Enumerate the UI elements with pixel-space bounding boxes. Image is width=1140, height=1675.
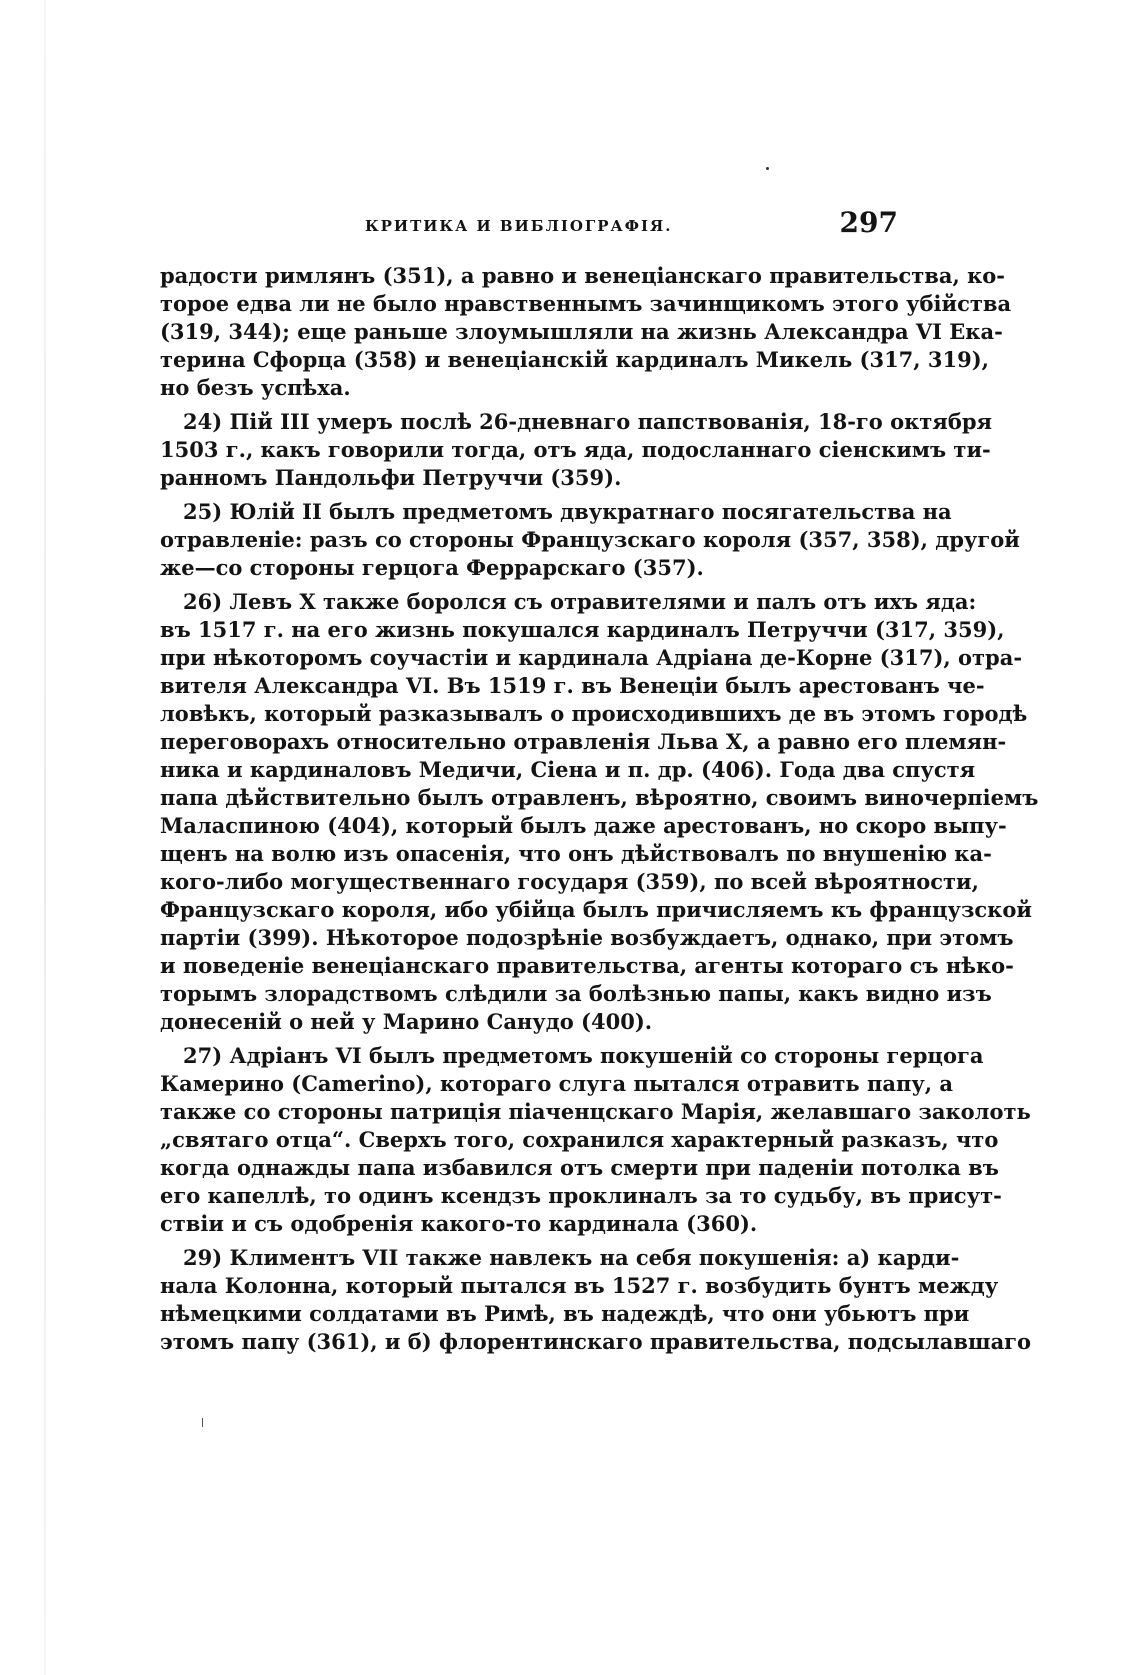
- text-line: нѣмецкими солдатами въ Римѣ, въ надеждѣ, что они убьютъ при: [160, 1301, 970, 1326]
- text-line: Маласпиною (404), который былъ даже арестованъ, но скоро выпу-: [160, 813, 1007, 838]
- text-line: но безъ успѣха.: [160, 375, 351, 400]
- text-line: отравленіе: разъ со стороны Французскаго короля (357, 358), другой: [160, 527, 1020, 552]
- text-line: и поведеніе венеціанскаго правительства, агенты котораго съ нѣко-: [160, 953, 1014, 978]
- text-line: Французскаго короля, ибо убійца былъ причисляемъ къ французской: [160, 897, 1032, 922]
- paragraph: [160, 588, 1039, 1036]
- text-line: партіи (399). Нѣкоторое подозрѣніе возбуждаетъ, однако, при этомъ: [160, 925, 1014, 950]
- text-line: когда однажды папа избавился отъ смерти при паденіи потолка въ: [160, 1155, 999, 1180]
- text-line: при нѣкоторомъ соучастіи и кардинала Адріана де-Корне (317), отра-: [160, 645, 1023, 670]
- text-line: нала Колонна, который пытался въ 1527 г. возбудить бунтъ между: [160, 1273, 999, 1298]
- scan-edge-shadow: [44, 0, 46, 1675]
- paragraph: [160, 1042, 1031, 1238]
- text-line: щенъ на волю изъ опасенія, что онъ дѣйствовалъ по внушенію ка-: [160, 841, 992, 866]
- paragraph: [160, 262, 1012, 402]
- text-line: также со стороны патриція піаченцскаго Марія, желавшаго заколоть: [160, 1099, 1031, 1124]
- text-line: торое едва ли не было нравственнымъ зачинщикомъ этого убійства: [160, 291, 1012, 316]
- text-line: ствіи и съ одобренія какого-то кардинала (360).: [160, 1211, 758, 1236]
- text-line: его капеллѣ, то одинъ ксендзъ проклиналъ за то судьбу, въ присут-: [160, 1183, 1002, 1208]
- text-line: терина Сфорца (358) и венеціанскій кардиналъ Микель (317, 319),: [160, 347, 989, 372]
- text-line: кого-либо могущественнаго государя (359), по всей вѣроятности,: [160, 869, 979, 894]
- text-line: донесеній о ней у Марино Санудо (400).: [160, 1009, 653, 1034]
- running-head-title: КРИТИКА И ВИБЛІОГРАФІЯ.: [365, 217, 673, 235]
- text-line: торымъ злорадствомъ слѣдили за болѣзнью папы, какъ видно изъ: [160, 981, 992, 1006]
- text-line: Камерино (Camerino), котораго слуга пытался отравить папу, а: [160, 1071, 953, 1096]
- paragraph: [160, 498, 1020, 582]
- text-line: радости римлянъ (351), а равно и венеціанскаго правительства, ко-: [160, 263, 1005, 288]
- text-line: въ 1517 г. на его жизнь покушался кардиналъ Петруччи (317, 359),: [160, 617, 1005, 642]
- paragraph: [160, 1244, 1032, 1356]
- text-line: ловѣкъ, который разказывалъ о происходившихъ де въ этомъ городѣ: [160, 701, 1028, 726]
- text-line: 29) Климентъ VII также навлекъ на себя покушенія: а) карди-: [183, 1245, 960, 1270]
- running-head: [160, 204, 908, 244]
- page-number: 297: [839, 206, 898, 239]
- text-line: 25) Юлій II былъ предметомъ двукратнаго посягательства на: [183, 499, 952, 524]
- text-line: 1503 г., какъ говорили тогда, отъ яда, подосланнаго сіенскимъ ти-: [160, 437, 991, 462]
- text-line: 26) Левъ X также боролся съ отравителями и палъ отъ ихъ яда:: [183, 589, 977, 614]
- text-line: „святаго отца“. Сверхъ того, сохранился характерный разказъ, что: [160, 1127, 999, 1152]
- text-line: папа дѣйствительно былъ отравленъ, вѣроятно, своимъ виночерпіемъ: [160, 785, 1039, 810]
- text-line: 24) Пій III умеръ послѣ 26-дневнаго папствованія, 18-го октября: [183, 409, 993, 434]
- body-text: [160, 262, 1039, 1362]
- text-line: этомъ папу (361), и б) флорентинскаго правительства, подсылавшаго: [160, 1329, 1032, 1354]
- scan-speck: [766, 167, 769, 170]
- text-line: ранномъ Пандольфи Петруччи (359).: [160, 465, 622, 490]
- paragraph: [160, 408, 993, 492]
- text-line: вителя Александра VI. Въ 1519 г. въ Венеціи былъ арестованъ че-: [160, 673, 985, 698]
- text-line: (319, 344); еще раньше злоумышляли на жизнь Александра VI Ека-: [160, 319, 1003, 344]
- text-line: же—со стороны герцога Феррарскаго (357).: [160, 555, 704, 580]
- text-line: 27) Адріанъ VI былъ предметомъ покушеній со стороны герцога: [183, 1043, 984, 1068]
- text-line: ника и кардиналовъ Медичи, Сіена и п. др. (406). Года два спустя: [160, 757, 976, 782]
- text-line: переговорахъ относительно отравленія Льва X, а равно его племян-: [160, 729, 1007, 754]
- scan-mark: [202, 1418, 203, 1427]
